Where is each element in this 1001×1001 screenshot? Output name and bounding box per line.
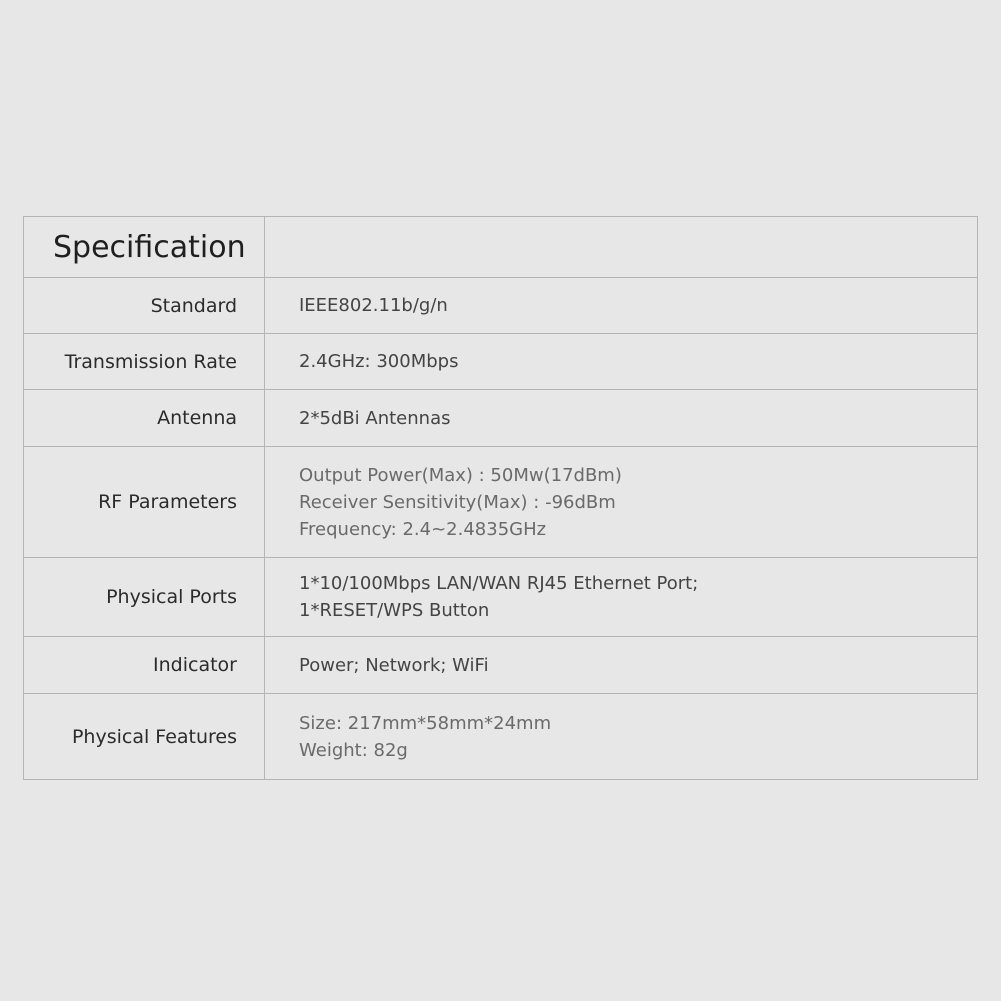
row-value-antenna xyxy=(265,390,978,447)
table-row xyxy=(24,558,978,637)
table-row xyxy=(24,390,978,447)
row-label-rf-parameters: RF Parameters xyxy=(24,447,265,558)
value-line: 1*RESET/WPS Button xyxy=(299,600,490,621)
table-row xyxy=(24,447,978,558)
value-line: 2*5dBi Antennas xyxy=(299,407,451,429)
row-label-physical-ports: Physical Ports xyxy=(24,558,265,637)
table-row xyxy=(24,694,978,780)
value-line: Size: 217mm*58mm*24mm xyxy=(299,712,552,734)
value-line: 2.4GHz: 300Mbps xyxy=(299,351,459,372)
row-label-antenna: Antenna xyxy=(24,390,265,447)
specification-title: Specification xyxy=(24,217,265,278)
value-line: Power; Network; WiFi xyxy=(299,654,489,676)
row-value-rf-parameters xyxy=(265,447,978,558)
table-header-row xyxy=(24,217,978,278)
row-label-standard: Standard xyxy=(24,278,265,334)
specification-table xyxy=(23,216,978,780)
row-value-indicator xyxy=(265,637,978,694)
value-line: Output Power(Max) : 50Mw(17dBm) xyxy=(299,464,622,486)
table-row xyxy=(24,334,978,390)
row-value-transmission-rate xyxy=(265,334,978,390)
value-line: IEEE802.11b/g/n xyxy=(299,295,448,316)
value-line: 1*10/100Mbps LAN/WAN RJ45 Ethernet Port; xyxy=(299,573,699,594)
row-value-physical-features xyxy=(265,694,978,780)
value-line: Frequency: 2.4~2.4835GHz xyxy=(299,518,547,540)
table-row xyxy=(24,637,978,694)
value-line: Receiver Sensitivity(Max) : -96dBm xyxy=(299,491,616,513)
row-label-physical-features: Physical Features xyxy=(24,694,265,780)
row-label-indicator: Indicator xyxy=(24,637,265,694)
table-row xyxy=(24,278,978,334)
row-value-standard xyxy=(265,278,978,334)
value-line: Weight: 82g xyxy=(299,739,408,761)
header-empty-cell xyxy=(265,217,978,278)
row-label-transmission-rate: Transmission Rate xyxy=(24,334,265,390)
row-value-physical-ports xyxy=(265,558,978,637)
